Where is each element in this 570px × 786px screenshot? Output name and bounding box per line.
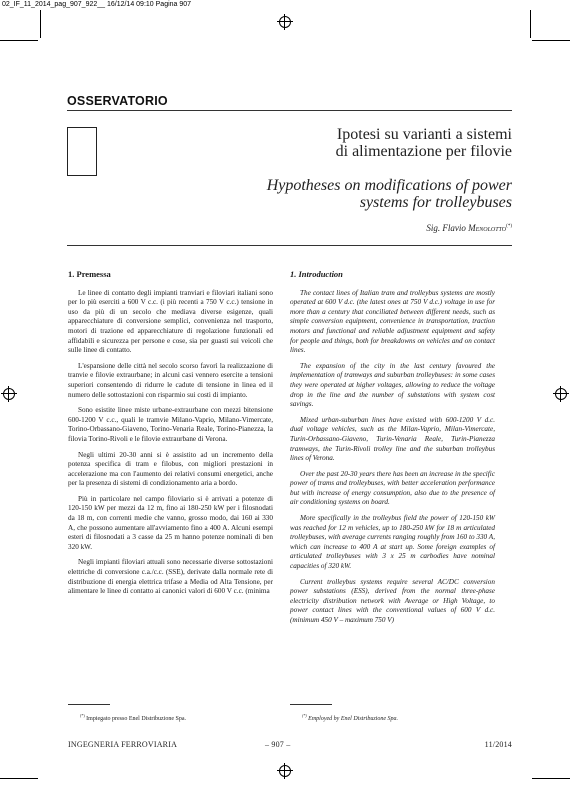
english-paragraph: Mixed urban-suburban lines have existed with 600-1200 V d.c. dual voltage vehicles, such as the Milan-Vaprio, Milan-Vimercate, Turin-Orbassano-Giaveno, Turin-Venaria Reale, Turin-Pianezza tramways, the Turin-Rivoli trolley line and the suburban trolleybus lines of Verona.: [290, 415, 495, 463]
crop-mark-top-left-h: [0, 40, 38, 41]
author-surname: Menolotto: [468, 223, 507, 233]
title-italian: [152, 126, 512, 160]
footnote-right: [302, 713, 398, 722]
english-paragraph: Over the past 20-30 years there has been an increase in the specific power of trams and trolleybuses, with better acceleration performance but with increase of energy consumption, also due to the presence of air conditioning systems on board.: [290, 469, 495, 507]
italian-paragraph: Le linee di contatto degli impianti tranviari e filoviari italiani sono per lo più eserciti a 600 V c.c. (i più recenti a 750 V c.c.) tensione in uso da più di un secolo che mediava diverse esigenze, quali apparecchiature di conversione semplici, convenienza nel trasporto, motori di trazione ed apparecchiature di regolazione funzionali ed affidabili e sicurezza per persone e cose, sia per guasti sui veicoli che sulle linee di contatto.: [68, 288, 273, 355]
title-english-line-2: systems for trolleybuses: [359, 194, 512, 211]
title-italian-line-2: di alimentazione per filovie: [335, 143, 512, 160]
title-english: [152, 177, 512, 211]
footnote-rule-left: [68, 704, 110, 705]
footnote-right-mark: (*): [302, 713, 307, 718]
english-column: [290, 270, 495, 632]
footnote-left-mark: (*): [80, 713, 85, 718]
footnote-left-text: Impiegato presso Enel Distribuzione Spa.: [86, 716, 186, 722]
english-heading: 1. Introduction: [290, 269, 343, 279]
english-paragraph: Current trolleybus systems require several AC/DC conversion power substations (ESS), derived from the normal three-phase electricity distribution network with Average or High Voltage, to power contact lines with the conventional values of 600 V d.c. (minimum 450 V – maximum 750 V): [290, 577, 495, 624]
english-paragraph: The contact lines of Italian tram and trolleybus systems are mostly operated at 600 V d.c. (the latest ones at 750 V d.c.) voltage in use for more than a century that conciliated between different needs, such as simple conversion equipment, convenience in transportation, traction motors and functional and reliable adjustment equipment and safety for people and things, both for breakdowns on vehicles and on contact lines.: [290, 288, 495, 355]
registration-mark-right: [555, 388, 567, 400]
registration-mark-top: [279, 16, 291, 28]
header-rule: [67, 245, 512, 246]
logo-placeholder-box: [67, 127, 97, 176]
section-rule: [67, 110, 512, 111]
footnote-rule-right: [290, 704, 332, 705]
crop-mark-top-right-v: [530, 10, 531, 38]
crop-mark-top-right-h: [532, 40, 570, 41]
crop-mark-bottom-left-h: [0, 778, 38, 779]
english-paragraph: The expansion of the city in the last century favoured the implementation of tramways and suburban trolleybuses: in some cases they were operated at higher voltages, allowing to reduce the voltage drop in the line and the number of substations with system cost savings.: [290, 361, 495, 409]
author-prefix: Sig. Flavio: [426, 223, 469, 233]
footnote-right-text: Employed by Enel Distribuzione Spa.: [308, 716, 398, 722]
italian-paragraph: Più in particolare nel campo filoviario si è arrivati a potenze di 120-150 kW per mezzi da 12 m, fino ai 180-250 kW per i filosnodati da 18 m, con correnti medie che vanno, grosso modo, dai 160 ai 330 A, che possono aumentare all'avviamento fino a 400 A. Alcuni esempi esteri di filosnodati a 3 casse da 25 m hanno potenze nominali di ben 320 kW.: [68, 494, 273, 551]
english-paragraph: More specifically in the trolleybus field the power of 120-150 kW was reached for 12 m vehicles, up to 180-250 kW for 18 m articulated trolleybuses, with average currents ranging roughly from 160 to 330 A, which can increase to 400 A at start up. Some foreign examples of articulated trolleybuses with 3 x 25 m carbodies have nominal capacities of 320 kW.: [290, 514, 495, 571]
print-slug-line: 02_IF_11_2014_pag_907_922__ 16/12/14 09:10 Pagina 907: [2, 1, 192, 8]
footer-issue: 11/2014: [484, 740, 512, 749]
section-label: OSSERVATORIO: [67, 94, 168, 108]
title-italian-line-1: Ipotesi su varianti a sistemi: [336, 126, 512, 143]
italian-paragraph: Negli ultimi 20-30 anni si è assistito ad un incremento della potenza specifica di tram e filobus, con migliori prestazioni in accelerazione ma con l'aumento dei relativi consumi energetici, anche per la presenza di sistemi di condizionamento aria a bordo.: [68, 450, 273, 488]
footer-page-number: – 907 –: [265, 740, 291, 749]
registration-mark-left: [3, 388, 15, 400]
italian-paragraph: Sono esistite linee miste urbane-extraurbane con mezzi bitensione 600-1200 V c.c., quali le tramvie Milano-Vaprio, Milano-Vimercate, Torino-Orbassano-Giaveno, Torino-Venaria Reale, Torino-Pianezza, la filovia Torino-Rivoli e le filovie extraurbane di Verona.: [68, 406, 273, 443]
italian-heading: 1. Premessa: [68, 269, 111, 279]
author-note-mark: (*): [506, 224, 512, 229]
crop-mark-bottom-right-h: [532, 778, 570, 779]
italian-paragraph: L'espansione delle città nel secolo scorso favorì la realizzazione di tranvie e filovie extraurbane; in alcuni casi vennero esercite a tensioni superiori consentendo di ridurre le cadute di tensione in linea ed il numero delle sottostazioni con risparmio sui costi di impianto.: [68, 361, 273, 399]
registration-mark-bottom: [279, 765, 291, 777]
title-english-line-1: Hypotheses on modifications of power: [266, 177, 512, 194]
italian-column: [68, 270, 273, 603]
author-line: [426, 223, 512, 233]
crop-mark-top-left-v: [40, 10, 41, 38]
footer-journal: INGEGNERIA FERROVIARIA: [68, 740, 178, 749]
footnote-left: [80, 713, 186, 722]
italian-paragraph: Negli impianti filoviari attuali sono necessarie diverse sottostazioni elettriche di conversione c.a./c.c. (SSE), derivate dalla normale rete di distribuzione di energia elettrica trifase a Media od Alta Tensione, per alimentare le linee di contatto ai canonici valori di 600 V c.c. (minima: [68, 558, 273, 596]
